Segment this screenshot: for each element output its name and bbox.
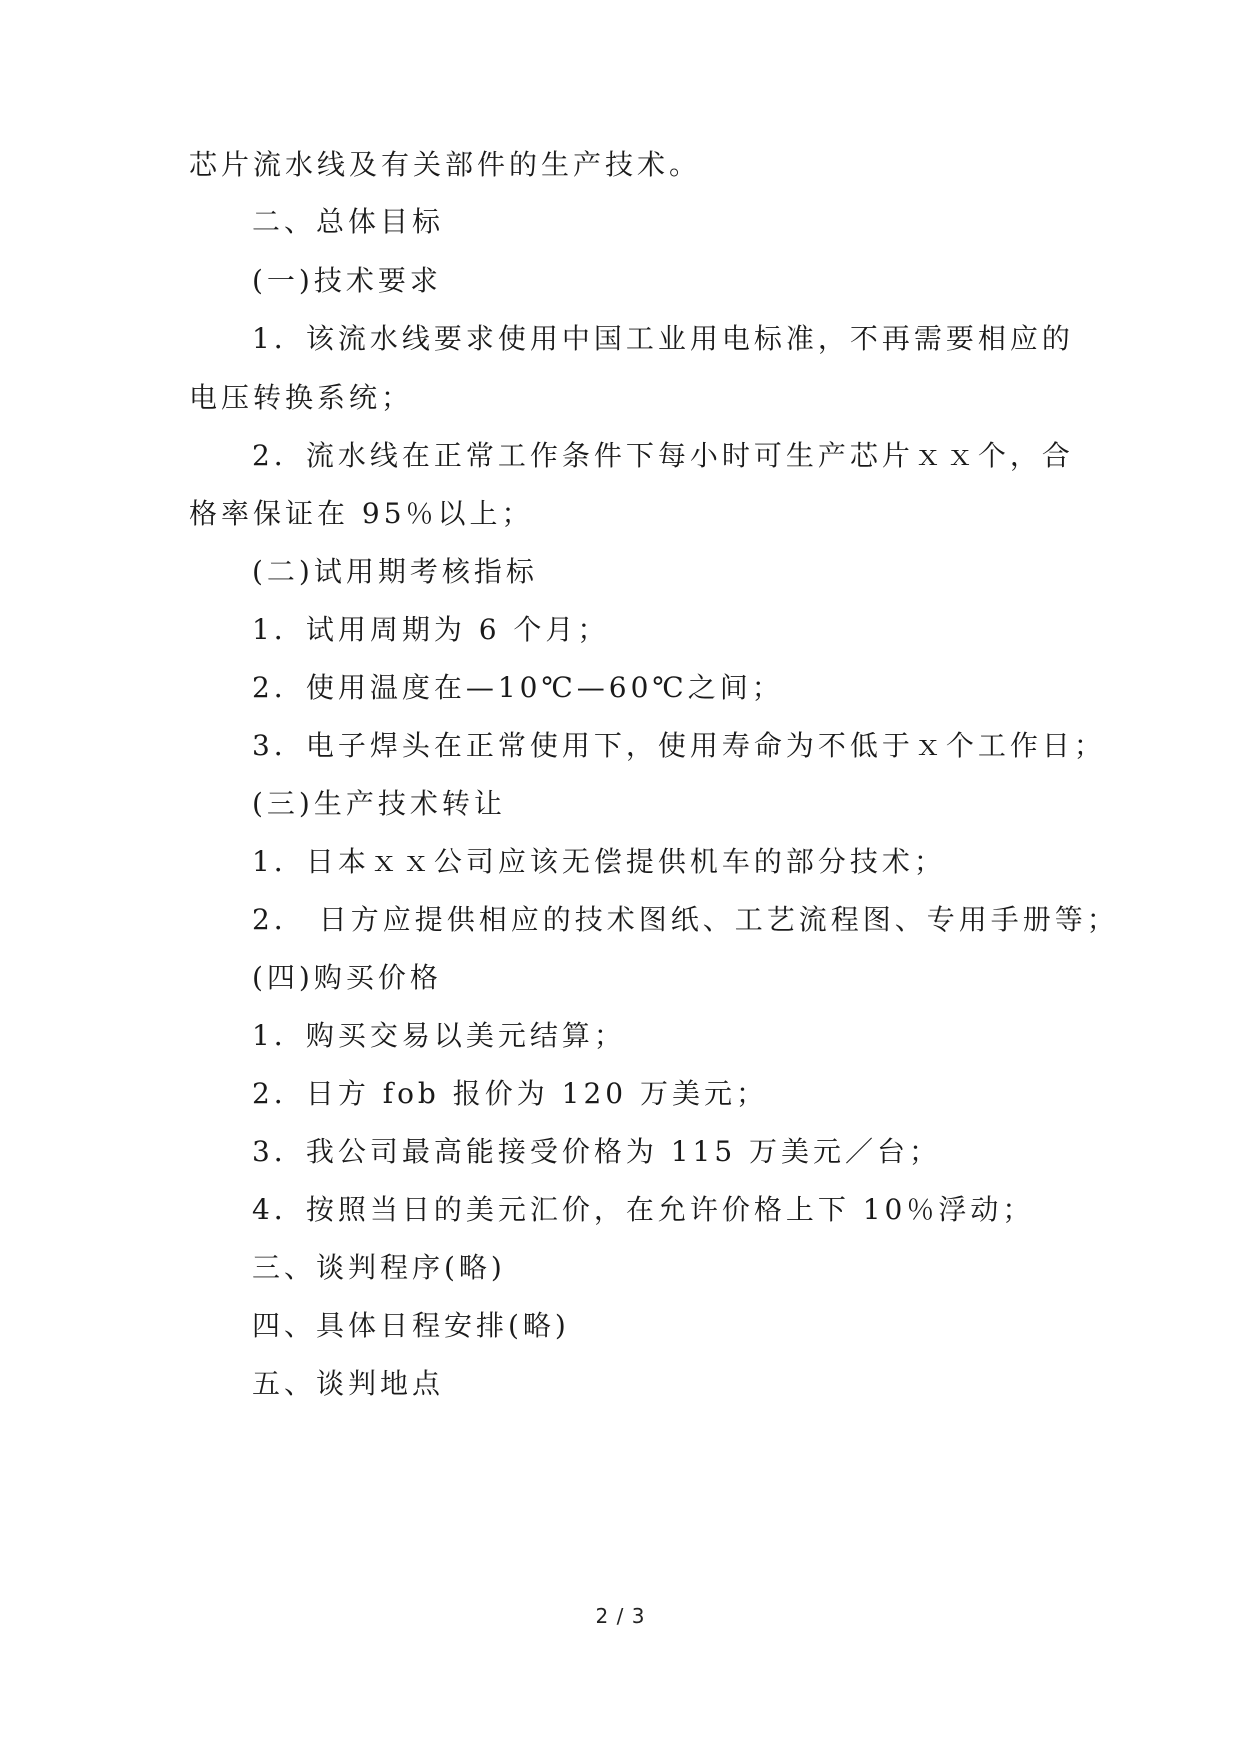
subsection-heading: (一)技术要求 xyxy=(252,264,442,297)
list-item: 3．电子焊头在正常使用下，使用寿命为不低于ｘ个工作日； xyxy=(252,729,1106,762)
list-item: 3．我公司最高能接受价格为 115 万美元／台； xyxy=(252,1135,942,1168)
list-item: 1．该流水线要求使用中国工业用电标准，不再需要相应的 xyxy=(252,322,1074,355)
list-item: 2． 日方应提供相应的技术图纸、工艺流程图、专用手册等； xyxy=(252,903,1119,936)
list-item: 4．按照当日的美元汇价，在允许价格上下 10％浮动； xyxy=(252,1193,1035,1226)
list-item: 1．日本ｘｘ公司应该无偿提供机车的部分技术； xyxy=(252,845,946,878)
section-heading: 四、具体日程安排(略) xyxy=(252,1309,570,1342)
list-item: 1．试用周期为 6 个月； xyxy=(252,613,610,646)
section-heading: 三、谈判程序(略) xyxy=(252,1251,506,1284)
body-text-line: 芯片流水线及有关部件的生产技术。 xyxy=(189,148,702,181)
page-number: 2 / 3 xyxy=(595,1604,646,1628)
subsection-heading: (二)试用期考核指标 xyxy=(252,555,538,588)
body-text-line: 格率保证在 95％以上； xyxy=(189,497,534,530)
section-heading: 五、谈判地点 xyxy=(252,1367,445,1400)
list-item: 1．购买交易以美元结算； xyxy=(252,1019,626,1052)
list-item: 2．使用温度在—10℃—60℃之间； xyxy=(252,671,784,704)
subsection-heading: (三)生产技术转让 xyxy=(252,787,506,820)
list-item: 2．日方 fob 报价为 120 万美元； xyxy=(252,1077,769,1110)
subsection-heading: (四)购买价格 xyxy=(252,961,442,994)
list-item: 2．流水线在正常工作条件下每小时可生产芯片ｘｘ个，合 xyxy=(252,439,1074,472)
section-heading: 二、总体目标 xyxy=(252,205,445,238)
body-text-line: 电压转换系统； xyxy=(189,381,414,414)
